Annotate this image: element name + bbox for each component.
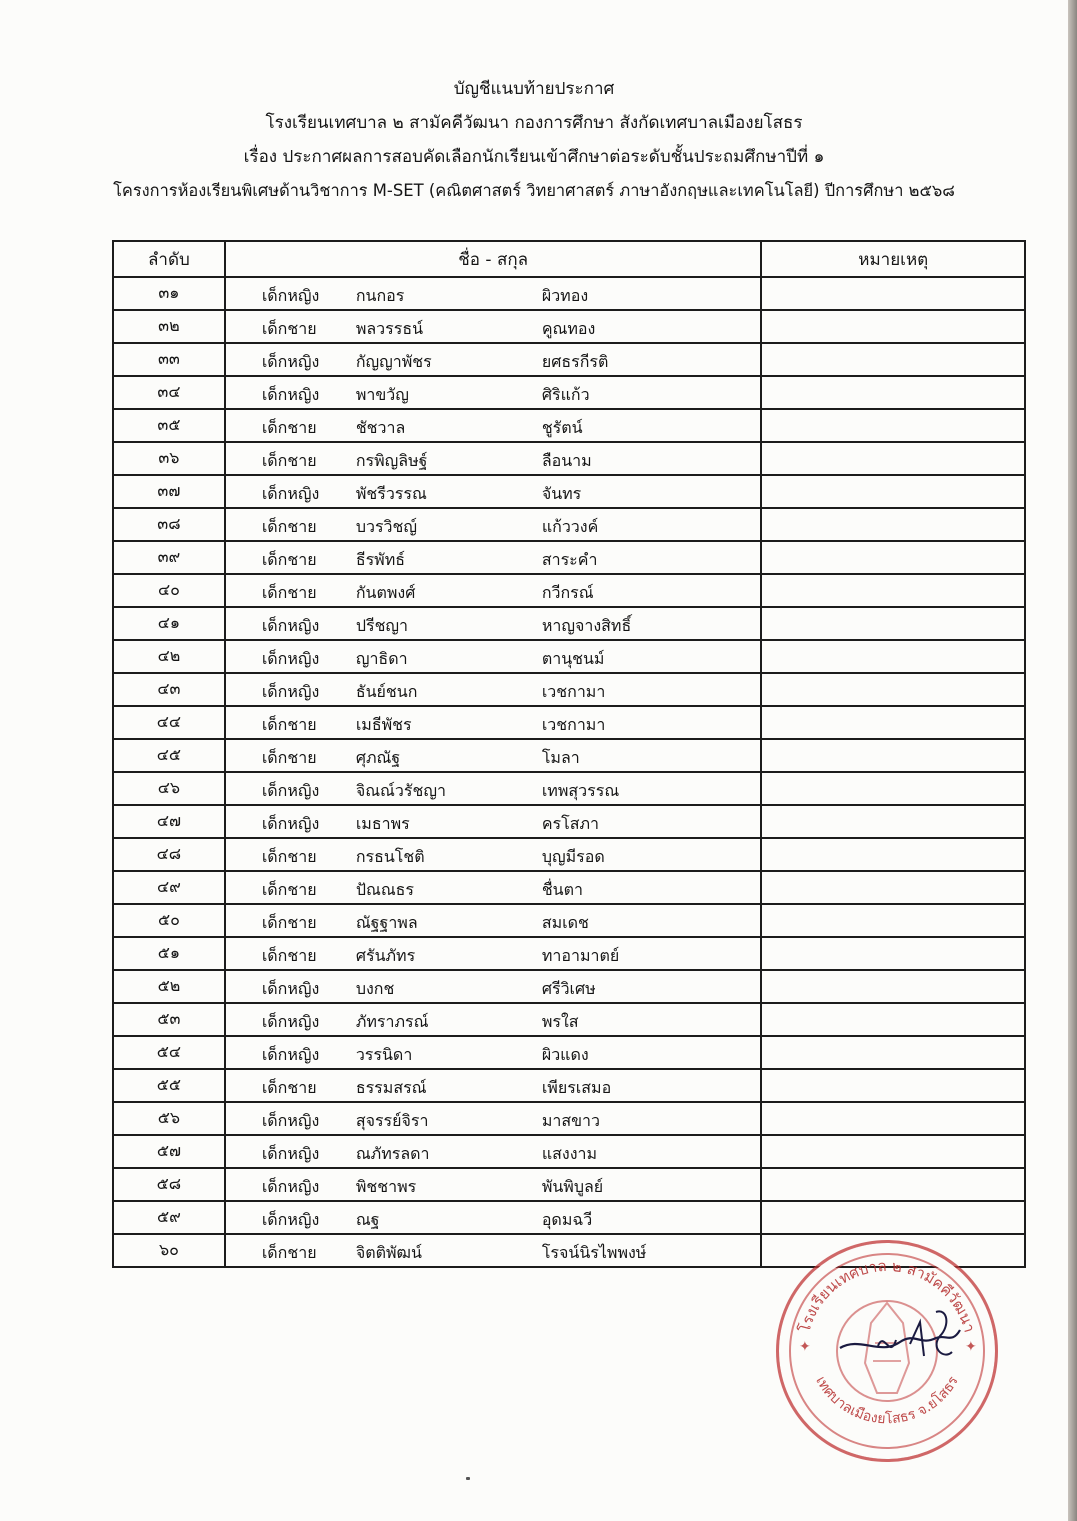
row-name-cell [225,277,762,310]
row-note [761,937,1025,970]
svg-text:โรงเรียนเทศบาล ๒ สามัคคีวัฒนา: โรงเรียนเทศบาล ๒ สามัคคีวัฒนา [795,1256,979,1335]
row-first-name: ธันย์ชนก [355,682,418,701]
row-note [761,508,1025,541]
row-number: ๕๙ [113,1201,225,1234]
row-name-cell [225,1036,762,1069]
row-note [761,805,1025,838]
row-first-name: สุจรรย์จิรา [355,1111,429,1130]
table-row [113,475,1025,508]
row-name-cell [225,574,762,607]
row-number: ๓๕ [113,409,225,442]
row-note [761,838,1025,871]
svg-text:เทศบาลเมืองยโสธร จ.ยโสธร: เทศบาลเมืองยโสธร จ.ยโสธร [812,1373,962,1428]
row-name-cell [225,871,762,904]
row-last-name: มาสขาว [541,1111,601,1130]
document-header [0,72,1068,208]
row-name-cell [225,475,762,508]
row-last-name: คูณทอง [541,319,596,338]
row-first-name: ณฐ [355,1210,380,1229]
row-last-name: พรใส [541,1012,579,1031]
row-name-cell [225,1102,762,1135]
table-row [113,442,1025,475]
row-name-cell [225,838,762,871]
row-title: เด็กหญิง [261,1012,320,1031]
row-first-name: จิณณ์วรัชญา [355,781,446,800]
row-last-name: ครโสภา [541,814,599,833]
row-first-name: บวรวิชญ์ [355,517,418,536]
table-row [113,739,1025,772]
row-note [761,1135,1025,1168]
row-number: ๕๕ [113,1069,225,1102]
table-row [113,1036,1025,1069]
row-last-name: ชื่นตา [541,880,583,899]
header-line-3: เรื่อง ประกาศผลการสอบคัดเลือกนักเรียนเข้าศึกษาต่อระดับชั้นประถมศึกษาปีที่ ๑ [243,147,825,167]
row-name-cell [225,409,762,442]
row-note [761,574,1025,607]
row-title: เด็กหญิง [261,352,320,371]
row-title: เด็กชาย [261,517,317,536]
table-row [113,277,1025,310]
row-title: เด็กชาย [261,418,317,437]
row-title: เด็กหญิง [261,781,320,800]
row-last-name: เวชกามา [541,715,606,734]
row-note [761,1201,1025,1234]
row-last-name: สมเดช [541,913,589,932]
row-number: ๓๓ [113,343,225,376]
row-first-name: เมธีพัชร [355,715,412,734]
table-header-row [113,241,1025,277]
row-title: เด็กหญิง [261,1144,320,1163]
row-note [761,277,1025,310]
row-last-name: ผิวแดง [541,1045,589,1064]
row-title: เด็กหญิง [261,1210,320,1229]
row-note [761,640,1025,673]
row-number: ๓๑ [113,277,225,310]
row-note [761,904,1025,937]
table-row [113,970,1025,1003]
header-line-1: บัญชีแนบท้ายประกาศ [453,79,615,99]
row-name-cell [225,310,762,343]
table-row [113,706,1025,739]
table-row [113,904,1025,937]
row-last-name: ตานุชนม์ [541,649,605,668]
row-note [761,1069,1025,1102]
row-last-name: ลือนาม [541,451,592,470]
table-row [113,574,1025,607]
row-first-name: กรพิญลิษฐ์ [355,451,428,470]
row-name-cell [225,541,762,574]
row-title: เด็กหญิง [261,286,320,305]
table-row [113,1135,1025,1168]
row-first-name: กัญญาพัชร [355,352,432,371]
row-number: ๔๖ [113,772,225,805]
row-name-cell [225,706,762,739]
row-last-name: เทพสุวรรณ [541,781,620,800]
row-title: เด็กหญิง [261,484,320,503]
row-title: เด็กหญิง [261,814,320,833]
row-title: เด็กชาย [261,715,317,734]
row-number: ๕๘ [113,1168,225,1201]
row-first-name: ธีรพัทธ์ [355,550,406,569]
row-title: เด็กหญิง [261,682,320,701]
row-last-name: โมลา [541,748,580,767]
row-first-name: ศรันภัทร [355,946,416,965]
row-title: เด็กชาย [261,451,317,470]
table-row [113,343,1025,376]
table-row [113,541,1025,574]
row-note [761,442,1025,475]
row-title: เด็กชาย [261,1243,317,1262]
row-name-cell [225,1003,762,1036]
row-number: ๕๖ [113,1102,225,1135]
svg-text:✦: ✦ [799,1339,811,1355]
row-last-name: โรจน์นิรไพพงษ์ [541,1243,647,1262]
row-number: ๔๘ [113,838,225,871]
row-first-name: ศุภณัฐ [355,748,401,767]
row-note [761,1036,1025,1069]
row-title: เด็กหญิง [261,1111,320,1130]
row-number: ๔๐ [113,574,225,607]
row-last-name: กวีกรณ์ [541,583,594,602]
row-name-cell [225,442,762,475]
row-name-cell [225,904,762,937]
row-name-cell [225,772,762,805]
row-number: ๓๖ [113,442,225,475]
row-name-cell [225,508,762,541]
row-number: ๖๐ [113,1234,225,1267]
row-name-cell [225,343,762,376]
row-last-name: แก้ววงค์ [541,517,599,536]
table-row [113,1168,1025,1201]
row-first-name: กันตพงศ์ [355,583,416,602]
row-note [761,706,1025,739]
row-first-name: จิตติพัฒน์ [355,1243,422,1262]
row-number: ๓๘ [113,508,225,541]
row-number: ๓๒ [113,310,225,343]
row-title: เด็กหญิง [261,1177,320,1196]
row-title: เด็กหญิง [261,1045,320,1064]
row-first-name: พัชรีวรรณ [355,484,427,503]
column-header-note: หมายเหตุ [761,241,1025,277]
row-last-name: หาญจางสิทธิ์ [541,616,632,635]
row-title: เด็กหญิง [261,616,320,635]
row-title: เด็กชาย [261,748,317,767]
row-title: เด็กชาย [261,583,317,602]
table-row [113,871,1025,904]
row-number: ๕๔ [113,1036,225,1069]
row-last-name: ยศธรกีรติ [541,352,609,371]
row-number: ๔๒ [113,640,225,673]
row-note [761,343,1025,376]
row-first-name: กนกอร [355,286,405,305]
row-first-name: ณภัทรลดา [355,1144,430,1163]
row-name-cell [225,1234,762,1267]
row-note [761,475,1025,508]
row-number: ๔๙ [113,871,225,904]
row-first-name: พิชชาพร [355,1177,417,1196]
row-first-name: วรรนิดา [355,1045,413,1064]
table-row [113,508,1025,541]
row-last-name: ผิวทอง [541,286,589,305]
row-last-name: ศิริแก้ว [541,385,590,404]
row-note [761,1168,1025,1201]
row-last-name: ทาอามาตย์ [541,946,620,965]
row-last-name: เวชกามา [541,682,606,701]
row-last-name: เพียรเสมอ [541,1078,612,1097]
table-row [113,607,1025,640]
row-last-name: อุดมฉวี [541,1210,593,1229]
table-row [113,805,1025,838]
table-row [113,1102,1025,1135]
row-number: ๕๒ [113,970,225,1003]
row-last-name: ชูรัตน์ [541,418,583,437]
table-row [113,838,1025,871]
row-note [761,1003,1025,1036]
row-name-cell [225,970,762,1003]
header-line-2: โรงเรียนเทศบาล ๒ สามัคคีวัฒนา กองการศึกษา สังกัดเทศบาลเมืองยโสธร [265,113,803,133]
row-name-cell [225,1168,762,1201]
row-title: เด็กชาย [261,946,317,965]
row-note [761,409,1025,442]
row-title: เด็กชาย [261,913,317,932]
row-note [761,607,1025,640]
row-first-name: ภัทราภรณ์ [355,1012,429,1031]
row-title: เด็กชาย [261,550,317,569]
table-row [113,673,1025,706]
scan-speck [466,1477,470,1480]
row-number: ๕๑ [113,937,225,970]
table-row [113,310,1025,343]
row-note [761,970,1025,1003]
row-number: ๔๗ [113,805,225,838]
row-last-name: จันทร [541,484,582,503]
row-title: เด็กชาย [261,1078,317,1097]
row-number: ๔๑ [113,607,225,640]
row-name-cell [225,1069,762,1102]
row-note [761,310,1025,343]
row-first-name: เมธาพร [355,814,410,833]
row-last-name: บุญมีรอด [541,847,605,866]
row-name-cell [225,640,762,673]
row-first-name: ธรรมสรณ์ [355,1078,427,1097]
row-note [761,541,1025,574]
table-row [113,376,1025,409]
table-row [113,409,1025,442]
row-first-name: บงกช [355,979,395,998]
row-title: เด็กหญิง [261,385,320,404]
column-header-no: ลำดับ [113,241,225,277]
row-name-cell [225,607,762,640]
row-last-name: แสงงาม [541,1144,598,1163]
row-first-name: ชัชวาล [355,418,406,437]
row-first-name: ญาธิดา [355,649,408,668]
row-last-name: พันพิบูลย์ [541,1177,604,1196]
row-number: ๔๓ [113,673,225,706]
page-edge-shadow [1068,0,1077,1521]
header-line-4: โครงการห้องเรียนพิเศษด้านวิชาการ M-SET (คณิตศาสตร์ วิทยาศาสตร์ ภาษาอังกฤษและเทคโนโลยี) ปีการศึกษา ๒๕๖๘ [113,181,955,200]
row-number: ๔๔ [113,706,225,739]
row-first-name: ปรีชญา [355,616,409,635]
row-last-name: สาระคำ [541,550,598,569]
row-note [761,1102,1025,1135]
row-number: ๓๗ [113,475,225,508]
row-note [761,673,1025,706]
row-name-cell [225,1201,762,1234]
row-first-name: ณัฐฐาพล [355,913,418,932]
table-row [113,1201,1025,1234]
row-title: เด็กหญิง [261,979,320,998]
row-name-cell [225,805,762,838]
row-name-cell [225,739,762,772]
table-row [113,772,1025,805]
signature [820,1300,970,1380]
row-number: ๕๓ [113,1003,225,1036]
row-name-cell [225,1135,762,1168]
column-header-name: ชื่อ - สกุล [225,241,762,277]
row-number: ๓๙ [113,541,225,574]
table-row [113,1003,1025,1036]
row-title: เด็กชาย [261,880,317,899]
table-row [113,937,1025,970]
row-title: เด็กหญิง [261,649,320,668]
row-number: ๔๕ [113,739,225,772]
row-name-cell [225,673,762,706]
row-title: เด็กชาย [261,319,317,338]
row-note [761,772,1025,805]
table-body [113,277,1025,1267]
row-name-cell [225,376,762,409]
row-name-cell [225,937,762,970]
row-number: ๓๔ [113,376,225,409]
row-title: เด็กชาย [261,847,317,866]
row-note [761,376,1025,409]
student-table [112,240,1026,1268]
row-first-name: พลวรรธน์ [355,319,424,338]
row-first-name: กรธนโชติ [355,847,425,866]
row-last-name: ศรีวิเศษ [541,979,596,998]
row-first-name: ปัณณธร [355,880,415,899]
svg-text:✦: ✦ [965,1339,977,1355]
table-row [113,640,1025,673]
row-first-name: พาขวัญ [355,385,409,404]
row-number: ๕๗ [113,1135,225,1168]
table-row [113,1069,1025,1102]
row-note [761,739,1025,772]
row-number: ๕๐ [113,904,225,937]
row-note [761,871,1025,904]
